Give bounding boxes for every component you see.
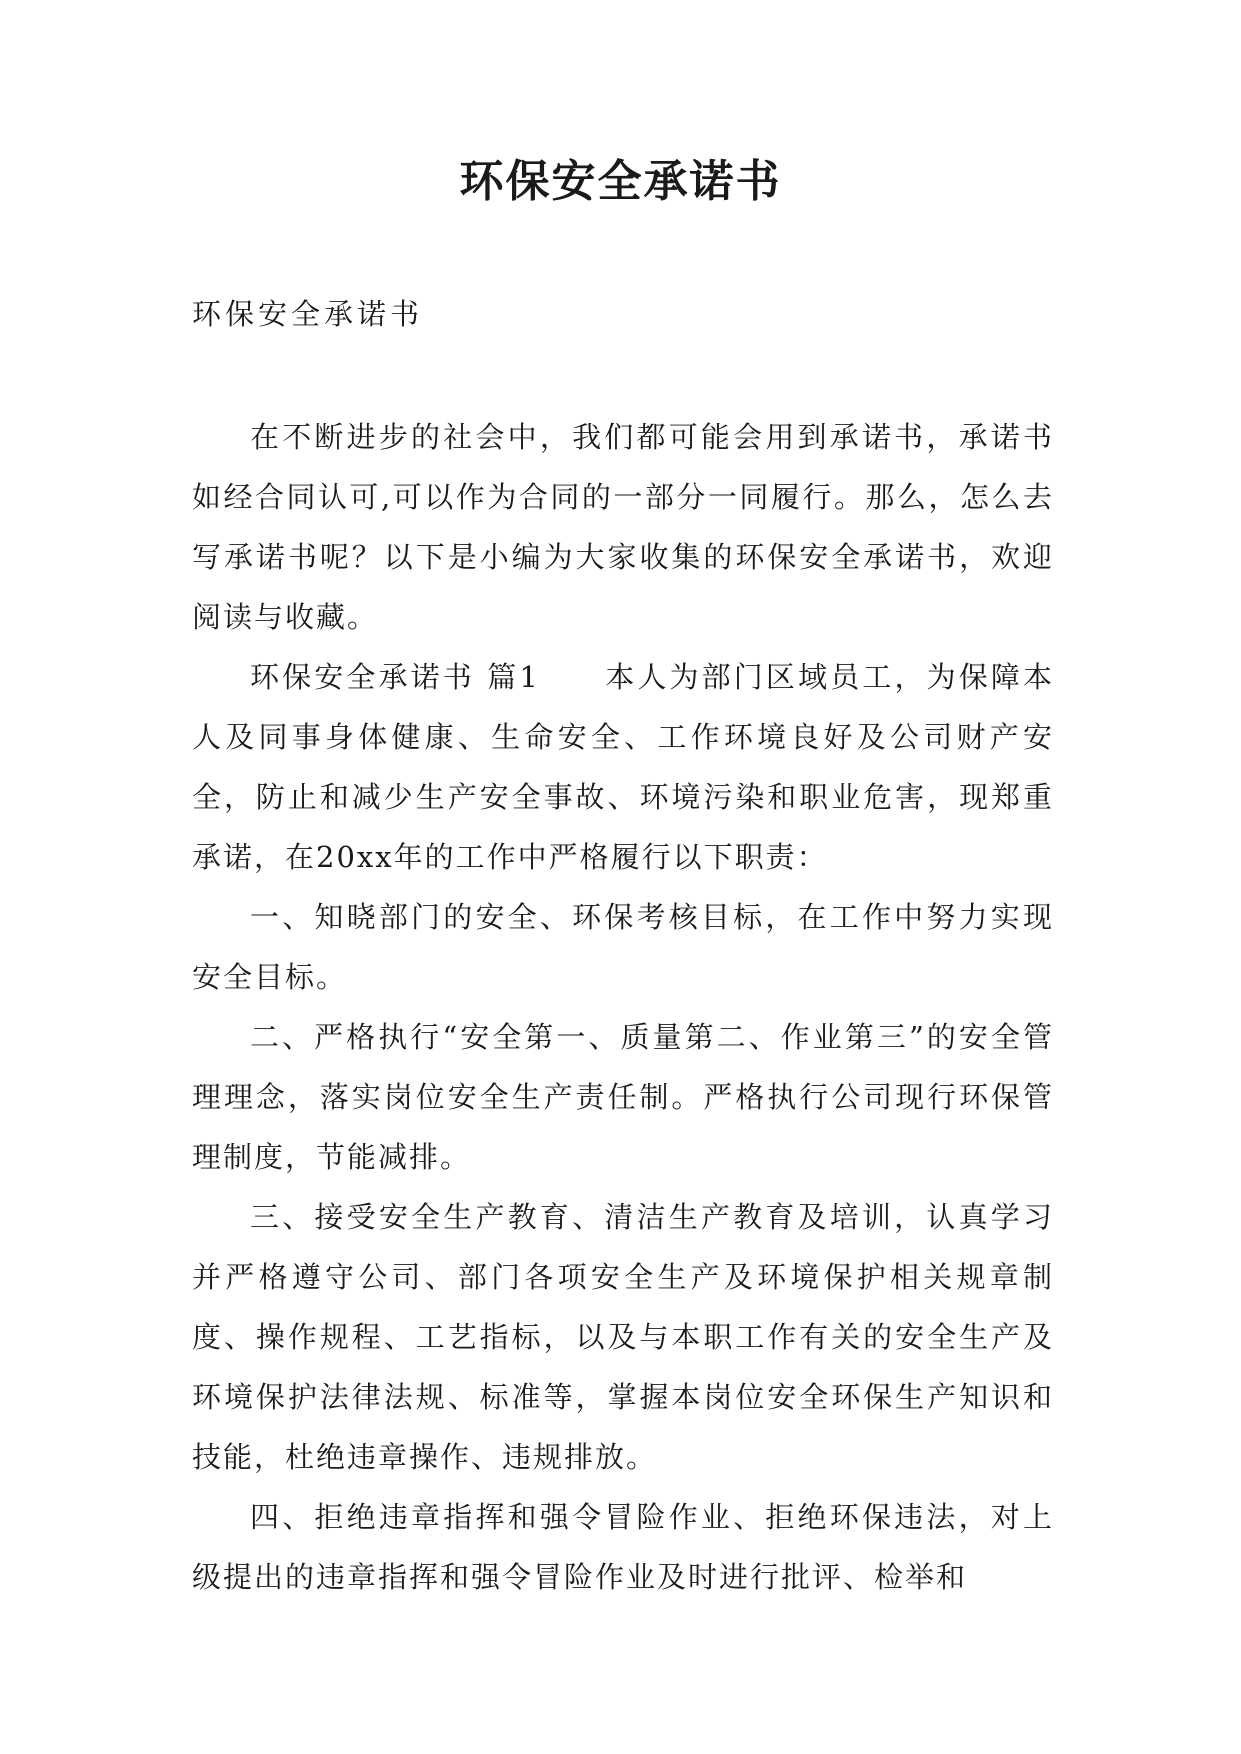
paragraph-item-1: 一、知晓部门的安全、环保考核目标，在工作中努力实现安全目标。 xyxy=(192,900,1054,994)
document-subtitle: 环保安全承诺书 xyxy=(192,297,424,331)
paragraph-item-4: 四、拒绝违章指挥和强令冒险作业、拒绝环保违法，对上级提出的违章指挥和强令冒险作业及时进行批评、检举和 xyxy=(192,1500,1054,1594)
paragraph-part-1: 环保安全承诺书 篇1 本人为部门区域员工，为保障本人及同事身体健康、生命安全、工作环境良好及公司财产安全，防止和减少生产安全事故、环境污染和职业危害，现郑重承诺，在20xx年的工作中严格履行以下职责： xyxy=(192,660,1054,874)
paragraph-intro: 在不断进步的社会中，我们都可能会用到承诺书，承诺书如经合同认可,可以作为合同的一部分一同履行。那么，怎么去写承诺书呢？以下是小编为大家收集的环保安全承诺书，欢迎阅读与收藏。 xyxy=(192,420,1054,634)
paragraph-item-3: 三、接受安全生产教育、清洁生产教育及培训，认真学习并严格遵守公司、部门各项安全生产及环境保护相关规章制度、操作规程、工艺指标，以及与本职工作有关的安全生产及环境保护法律法规、标准等，掌握本岗位安全环保生产知识和技能，杜绝违章操作、违规排放。 xyxy=(192,1200,1054,1474)
document-body xyxy=(192,407,1054,1607)
document-title: 环保安全承诺书 xyxy=(459,156,782,207)
paragraph-item-2: 二、严格执行“安全第一、质量第二、作业第三”的安全管理理念，落实岗位安全生产责任制。严格执行公司现行环保管理制度，节能减排。 xyxy=(192,1020,1054,1174)
